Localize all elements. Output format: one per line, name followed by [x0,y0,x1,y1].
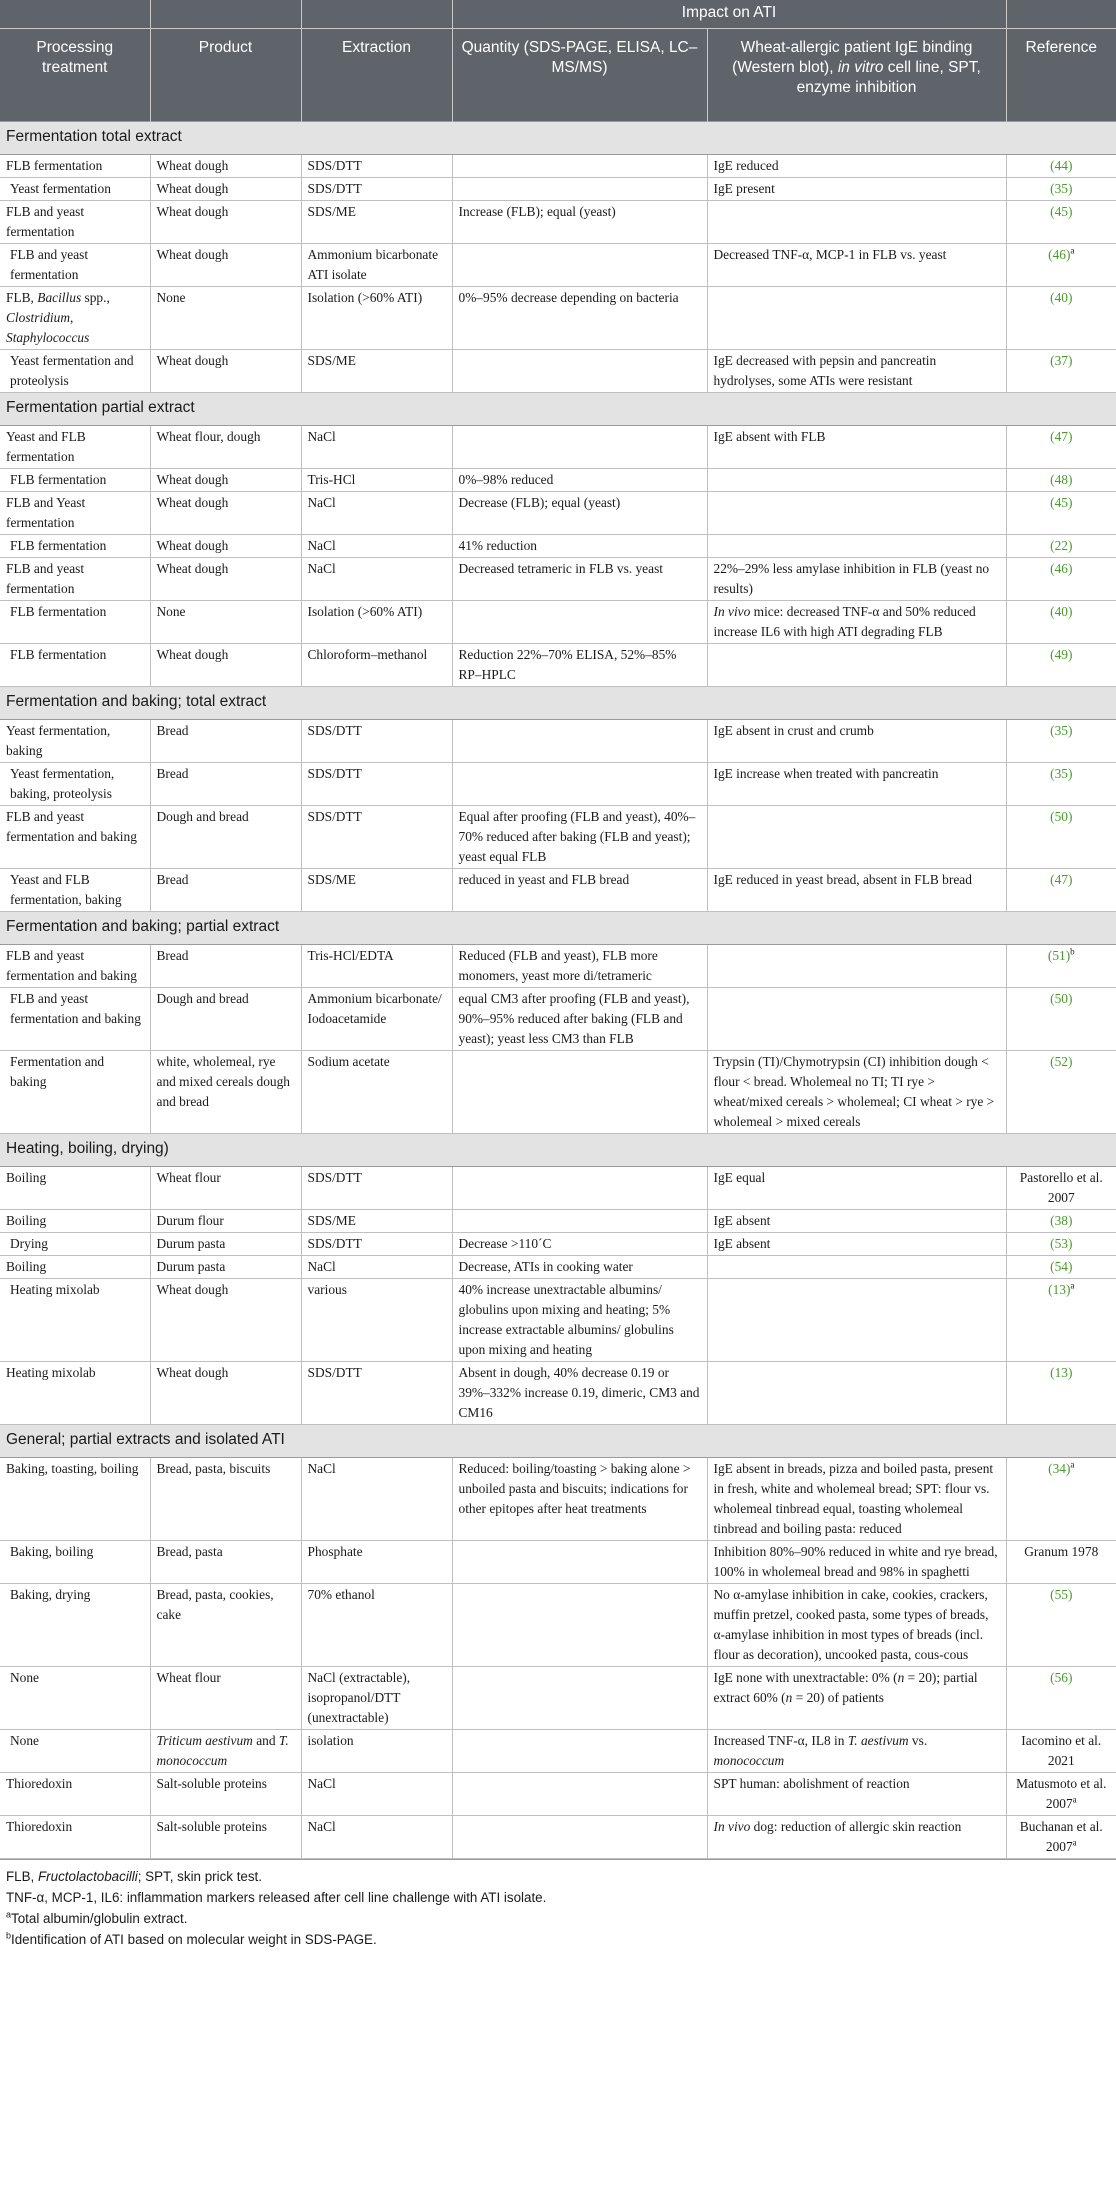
table-row [0,1816,1116,1859]
cell-reference [1006,155,1116,178]
table-row [0,1167,1116,1210]
cell-reference [1006,287,1116,350]
cell-treatment: FLB fermentation [0,155,150,178]
cell-reference [1006,1362,1116,1425]
cell-extraction: SDS/DTT [301,155,452,178]
col-processing-treatment: Processing treatment [0,29,150,122]
cell-extraction: NaCl [301,492,452,535]
cell-product: Bread, pasta [150,1541,301,1584]
cell-product: Bread [150,763,301,806]
cell-binding: IgE absent with FLB [707,426,1006,469]
cell-quantity [452,178,707,201]
cell-reference [1006,1458,1116,1541]
cell-reference [1006,469,1116,492]
cell-binding: IgE reduced in yeast bread, absent in FLB bread [707,869,1006,912]
cell-extraction: NaCl [301,1816,452,1859]
cell-reference [1006,350,1116,393]
footnote-marker: b [1070,946,1075,957]
col-quantity: Quantity (SDS-PAGE, ELISA, LC–MS/MS) [452,29,707,122]
cell-binding: Increased TNF-α, IL8 in T. aestivum vs. monococcum [707,1730,1006,1773]
table-row [0,1233,1116,1256]
table-row [0,1584,1116,1667]
cell-reference: Buchanan et al. 2007$^a$ [1006,1816,1116,1859]
cell-product: Wheat dough [150,558,301,601]
cell-quantity: 40% increase unextractable albumins/ globulins upon mixing and heating; 5% increase extractable albumins/ globulins upon mixing and heating [452,1279,707,1362]
cell-reference [1006,426,1116,469]
table-row [0,806,1116,869]
cell-quantity [452,1541,707,1584]
cell-extraction: Chloroform–methanol [301,644,452,687]
cell-treatment: Baking, boiling [0,1541,150,1584]
reference-link[interactable]: (35) [1050,181,1073,196]
section-heading: Fermentation and baking; partial extract [0,912,1116,945]
table-row [0,492,1116,535]
section-heading: Fermentation and baking; total extract [0,687,1116,720]
cell-treatment: FLB fermentation [0,535,150,558]
cell-binding [707,644,1006,687]
cell-quantity [452,601,707,644]
cell-quantity [452,1584,707,1667]
cell-extraction: Tris-HCl [301,469,452,492]
cell-product: Salt-soluble proteins [150,1816,301,1859]
cell-treatment: Yeast and FLB fermentation, baking [0,869,150,912]
cell-product: Wheat dough [150,535,301,558]
cell-binding: IgE absent in breads, pizza and boiled pasta, present in fresh, white and wholemeal bread; SPT: flour vs. wholemeal tinbread equal, toasting wholemeal tinbread and boiling pasta: reduced [707,1458,1006,1541]
table-footnotes [0,1859,1116,1950]
header-group-impact: Impact on ATI [452,0,1006,29]
cell-binding: IgE decreased with pepsin and pancreatin hydrolyses, some ATIs were resistant [707,350,1006,393]
header-spacer [150,0,301,29]
cell-reference [1006,244,1116,287]
cell-reference [1006,1256,1116,1279]
cell-treatment: Heating mixolab [0,1362,150,1425]
cell-quantity: reduced in yeast and FLB bread [452,869,707,912]
cell-treatment: Yeast fermentation and proteolysis [0,350,150,393]
cell-quantity: Reduced: boiling/toasting > baking alone > unboiled pasta and biscuits; indications for other epitopes after heat treatments [452,1458,707,1541]
section-heading: Fermentation total extract [0,122,1116,155]
col-product: Product [150,29,301,122]
cell-quantity: equal CM3 after proofing (FLB and yeast), 90%–95% reduced after baking (FLB and yeast); yeast less CM3 than FLB [452,988,707,1051]
cell-binding: IgE present [707,178,1006,201]
cell-extraction: SDS/DTT [301,720,452,763]
cell-product: None [150,601,301,644]
cell-binding: In vivo mice: decreased TNF-α and 50% reduced increase IL6 with high ATI degrading FLB [707,601,1006,644]
cell-extraction: NaCl [301,426,452,469]
cell-extraction: SDS/DTT [301,1167,452,1210]
reference-link[interactable]: (54) [1050,1259,1073,1274]
cell-quantity [452,763,707,806]
cell-reference [1006,945,1116,988]
reference-link[interactable]: (13) [1050,1365,1073,1380]
cell-product: Wheat dough [150,644,301,687]
header-spacer [0,0,150,29]
footnote-abbreviations: FLB, Fructolactobacilli; SPT, skin prick test. [6,1869,263,1884]
cell-extraction: SDS/ME [301,350,452,393]
header-spacer [301,0,452,29]
cell-product: Durum flour [150,1210,301,1233]
cell-quantity [452,426,707,469]
cell-treatment: Boiling [0,1210,150,1233]
cell-product: None [150,287,301,350]
cell-binding: IgE increase when treated with pancreatin [707,763,1006,806]
cell-quantity: Absent in dough, 40% decrease 0.19 or 39%–332% increase 0.19, dimeric, CM3 and CM16 [452,1362,707,1425]
reference-link[interactable]: (51) [1047,948,1071,963]
cell-reference [1006,988,1116,1051]
cell-product: white, wholemeal, rye and mixed cereals dough and bread [150,1051,301,1134]
section-heading: Fermentation partial extract [0,393,1116,426]
reference-link[interactable]: (50) [1050,809,1073,824]
cell-extraction: Isolation (>60% ATI) [301,601,452,644]
cell-reference [1006,558,1116,601]
cell-product: Wheat flour [150,1167,301,1210]
cell-treatment: Baking, drying [0,1584,150,1667]
table-row [0,945,1116,988]
table-row [0,535,1116,558]
cell-treatment: Yeast fermentation, baking, proteolysis [0,763,150,806]
cell-treatment: FLB and Yeast fermentation [0,492,150,535]
cell-treatment: Boiling [0,1256,150,1279]
cell-binding [707,469,1006,492]
cell-reference [1006,201,1116,244]
cell-treatment: Yeast and FLB fermentation [0,426,150,469]
cell-binding [707,287,1006,350]
cell-quantity [452,1210,707,1233]
table-row [0,988,1116,1051]
reference-link[interactable]: (50) [1050,991,1073,1006]
cell-extraction: SDS/DTT [301,1233,452,1256]
cell-treatment: Baking, toasting, boiling [0,1458,150,1541]
reference-link[interactable]: (48) [1050,472,1073,487]
cell-treatment: Fermentation and baking [0,1051,150,1134]
footnote-marker: a [1070,245,1075,256]
cell-binding [707,535,1006,558]
table-row [0,350,1116,393]
cell-binding [707,201,1006,244]
table-row [0,1256,1116,1279]
cell-treatment: FLB and yeast fermentation and baking [0,806,150,869]
section-heading: Heating, boiling, drying) [0,1134,1116,1167]
cell-binding: IgE equal [707,1167,1006,1210]
cell-product: Dough and bread [150,806,301,869]
reference-link[interactable]: (46) [1048,247,1071,262]
cell-product: Wheat dough [150,244,301,287]
cell-treatment: FLB and yeast fermentation [0,244,150,287]
table-row [0,1541,1116,1584]
cell-treatment: FLB and yeast fermentation [0,558,150,601]
cell-quantity [452,1816,707,1859]
cell-extraction: isolation [301,1730,452,1773]
cell-binding: 22%–29% less amylase inhibition in FLB (yeast no results) [707,558,1006,601]
cell-treatment: Yeast fermentation [0,178,150,201]
table-row [0,1458,1116,1541]
cell-product: Durum pasta [150,1233,301,1256]
cell-product: Wheat dough [150,155,301,178]
cell-quantity: Reduction 22%–70% ELISA, 52%–85% RP–HPLC [452,644,707,687]
cell-binding: Inhibition 80%–90% reduced in white and rye bread, 100% in wholemeal bread and 98% in spaghetti [707,1541,1006,1584]
cell-extraction: SDS/ME [301,201,452,244]
cell-treatment: FLB and yeast fermentation and baking [0,945,150,988]
col-ige-binding: Wheat-allergic patient IgE binding (Western blot), in vitro cell line, SPT, enzyme inhibition [707,29,1006,122]
footnote-marker: a [1072,1837,1077,1848]
table-row [0,1362,1116,1425]
cell-extraction: SDS/DTT [301,763,452,806]
table-row [0,869,1116,912]
cell-product: Salt-soluble proteins [150,1773,301,1816]
cell-product: Bread [150,945,301,988]
cell-reference [1006,763,1116,806]
col-extraction: Extraction [301,29,452,122]
reference-link[interactable]: (13) [1048,1282,1071,1297]
cell-reference: Iacomino et al. 2021 [1006,1730,1116,1773]
table-row [0,763,1116,806]
table-row [0,1210,1116,1233]
table-row [0,426,1116,469]
cell-binding [707,806,1006,869]
table-row [0,1051,1116,1134]
cell-reference [1006,644,1116,687]
cell-reference [1006,492,1116,535]
cell-quantity: Decreased tetrameric in FLB vs. yeast [452,558,707,601]
cell-treatment: None [0,1667,150,1730]
reference-link[interactable]: (34) [1048,1461,1071,1476]
table-row [0,178,1116,201]
footnote-a: $^a$Total albumin/globulin extract. [6,1909,188,1926]
cell-binding: IgE none with unextractable: 0% (n = 20); partial extract 60% (n = 20) of patients [707,1667,1006,1730]
cell-quantity [452,1730,707,1773]
cell-reference [1006,1233,1116,1256]
cell-extraction: various [301,1279,452,1362]
cell-extraction: Ammonium bicarbonate ATI isolate [301,244,452,287]
reference-link[interactable]: (45) [1050,204,1073,219]
cell-extraction: NaCl [301,1256,452,1279]
reference-link[interactable]: (44) [1050,158,1073,173]
cell-reference [1006,1279,1116,1362]
cell-reference [1006,1210,1116,1233]
cell-reference [1006,1667,1116,1730]
cell-binding: In vivo dog: reduction of allergic skin reaction [707,1816,1006,1859]
footnote-marker: a [1070,1459,1075,1470]
cell-binding [707,945,1006,988]
cell-reference [1006,869,1116,912]
cell-treatment: FLB fermentation [0,601,150,644]
reference-link[interactable]: (46) [1050,561,1073,576]
cell-quantity: Reduced (FLB and yeast), FLB more monomers, yeast more di/tetrameric [452,945,707,988]
cell-product: Bread, pasta, biscuits [150,1458,301,1541]
cell-extraction: SDS/DTT [301,178,452,201]
reference-link[interactable]: (47) [1050,872,1073,887]
reference-link[interactable]: (49) [1050,647,1073,662]
cell-binding [707,988,1006,1051]
cell-product: Bread [150,720,301,763]
table-row [0,1279,1116,1362]
cell-reference [1006,601,1116,644]
cell-product: Triticum aestivum and T. monococcum [150,1730,301,1773]
reference-link[interactable]: (45) [1050,495,1073,510]
cell-product: Wheat dough [150,1362,301,1425]
cell-reference [1006,178,1116,201]
reference-link[interactable]: (56) [1050,1670,1073,1685]
cell-quantity [452,720,707,763]
reference-link[interactable]: (53) [1050,1236,1073,1251]
cell-treatment: Yeast fermentation, baking [0,720,150,763]
cell-extraction: SDS/DTT [301,806,452,869]
cell-product: Bread, pasta, cookies, cake [150,1584,301,1667]
table-row [0,601,1116,644]
cell-extraction: Sodium acetate [301,1051,452,1134]
cell-extraction: NaCl (extractable), isopropanol/DTT (unextractable) [301,1667,452,1730]
reference-link[interactable]: (37) [1050,353,1073,368]
cell-reference [1006,720,1116,763]
table-row [0,1773,1116,1816]
cell-extraction: NaCl [301,535,452,558]
table-row [0,155,1116,178]
cell-binding: Trypsin (TI)/Chymotrypsin (CI) inhibition dough < flour < bread. Wholemeal no TI; TI rye > wheat/mixed cereals > wholemeal; CI wheat > rye > wholemeal > mixed cereals [707,1051,1006,1134]
cell-treatment: Heating mixolab [0,1279,150,1362]
cell-treatment: FLB, Bacillus spp., Clostridium, Staphylococcus [0,287,150,350]
cell-treatment: FLB fermentation [0,644,150,687]
table-row [0,1730,1116,1773]
cell-treatment: Thioredoxin [0,1816,150,1859]
reference-link[interactable]: (35) [1050,766,1073,781]
reference-link[interactable]: (22) [1050,538,1073,553]
cell-product: Wheat dough [150,201,301,244]
cell-reference: Pastorello et al. 2007 [1006,1167,1116,1210]
cell-binding [707,492,1006,535]
header-spacer [1006,0,1116,29]
cell-extraction: Tris-HCl/EDTA [301,945,452,988]
cell-quantity: Equal after proofing (FLB and yeast), 40%–70% reduced after baking (FLB and yeast); yeast equal FLB [452,806,707,869]
cell-reference: Granum 1978 [1006,1541,1116,1584]
cell-treatment: Thioredoxin [0,1773,150,1816]
cell-treatment: FLB and yeast fermentation and baking [0,988,150,1051]
table-header [0,0,1116,122]
cell-extraction: NaCl [301,558,452,601]
cell-quantity [452,1773,707,1816]
cell-extraction: SDS/DTT [301,1362,452,1425]
cell-quantity: Decrease (FLB); equal (yeast) [452,492,707,535]
cell-product: Wheat dough [150,492,301,535]
col-reference: Reference [1006,29,1116,122]
cell-treatment: None [0,1730,150,1773]
cell-product: Dough and bread [150,988,301,1051]
cell-extraction: SDS/ME [301,869,452,912]
footnote-markers: TNF-α, MCP-1, IL6: inflammation markers released after cell line challenge with ATI isolate. [6,1890,547,1905]
table-row [0,1667,1116,1730]
cell-quantity [452,350,707,393]
cell-extraction: SDS/ME [301,1210,452,1233]
cell-binding [707,1279,1006,1362]
cell-binding [707,1256,1006,1279]
cell-binding: IgE absent in crust and crumb [707,720,1006,763]
reference-link[interactable]: (55) [1050,1587,1073,1602]
table-row [0,287,1116,350]
cell-product: Wheat flour [150,1667,301,1730]
section-heading: General; partial extracts and isolated ATI [0,1425,1116,1458]
cell-product: Durum pasta [150,1256,301,1279]
cell-treatment: Boiling [0,1167,150,1210]
cell-reference [1006,806,1116,869]
cell-treatment: FLB and yeast fermentation [0,201,150,244]
table-row [0,558,1116,601]
cell-extraction: NaCl [301,1773,452,1816]
cell-quantity [452,1167,707,1210]
reference-link[interactable]: (40) [1050,290,1073,305]
cell-binding [707,1362,1006,1425]
cell-binding: IgE reduced [707,155,1006,178]
cell-extraction: Isolation (>60% ATI) [301,287,452,350]
cell-quantity: 0%–98% reduced [452,469,707,492]
reference-link[interactable]: (40) [1050,604,1073,619]
cell-quantity [452,244,707,287]
cell-quantity [452,1667,707,1730]
cell-quantity: 41% reduction [452,535,707,558]
table-row [0,720,1116,763]
cell-binding: Decreased TNF-α, MCP-1 in FLB vs. yeast [707,244,1006,287]
cell-extraction: 70% ethanol [301,1584,452,1667]
cell-quantity: Increase (FLB); equal (yeast) [452,201,707,244]
cell-extraction: Ammonium bicarbonate/ Iodoacetamide [301,988,452,1051]
cell-product: Wheat dough [150,469,301,492]
cell-product: Wheat dough [150,1279,301,1362]
cell-extraction: NaCl [301,1458,452,1541]
cell-quantity: 0%–95% decrease depending on bacteria [452,287,707,350]
footnote-marker: a [1072,1794,1077,1805]
cell-product: Wheat dough [150,178,301,201]
cell-quantity [452,1051,707,1134]
cell-binding: IgE absent [707,1233,1006,1256]
table-row [0,469,1116,492]
cell-quantity: Decrease >110´C [452,1233,707,1256]
cell-quantity: Decrease, ATIs in cooking water [452,1256,707,1279]
cell-treatment: Drying [0,1233,150,1256]
cell-product: Bread [150,869,301,912]
cell-reference [1006,535,1116,558]
cell-product: Wheat flour, dough [150,426,301,469]
reference-link[interactable]: (47) [1050,429,1073,444]
footnote-marker: a [1070,1280,1075,1291]
cell-binding: No α-amylase inhibition in cake, cookies, crackers, muffin pretzel, cooked pasta, some types of breads, α-amylase inhibition in most types of breads (incl. flour as decoration), uncooked pasta, cous-cous [707,1584,1006,1667]
cell-binding: SPT human: abolishment of reaction [707,1773,1006,1816]
cell-treatment: FLB fermentation [0,469,150,492]
reference-link[interactable]: (52) [1050,1054,1073,1069]
cell-extraction: Phosphate [301,1541,452,1584]
cell-reference [1006,1584,1116,1667]
cell-binding: IgE absent [707,1210,1006,1233]
table-row [0,644,1116,687]
reference-link[interactable]: (35) [1050,723,1073,738]
footnote-b: $^b$Identification of ATI based on molecular weight in SDS-PAGE. [6,1930,377,1947]
cell-product: Wheat dough [150,350,301,393]
cell-reference [1006,1051,1116,1134]
table-row [0,201,1116,244]
cell-quantity [452,155,707,178]
reference-link[interactable]: (38) [1050,1213,1073,1228]
cell-reference: Matusmoto et al. 2007$^a$ [1006,1773,1116,1816]
table-row [0,244,1116,287]
